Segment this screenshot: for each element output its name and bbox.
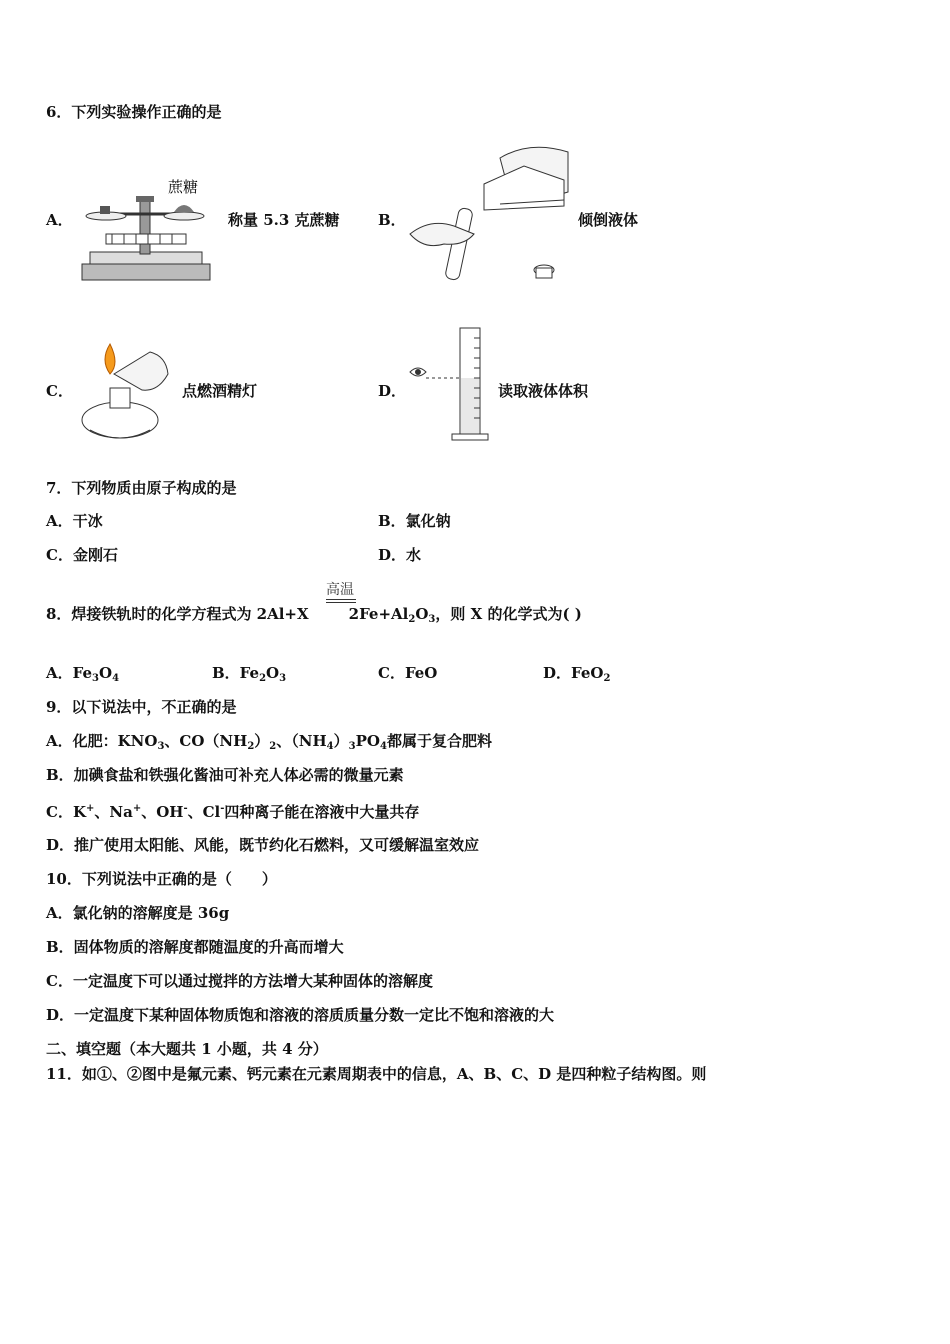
q6-option-b-caption: 倾倒液体 — [578, 211, 639, 229]
q6-option-c-caption: 点燃酒精灯 — [182, 382, 258, 400]
q8-option-b: B．$Fe_2O_3$ — [212, 664, 287, 684]
q8-stem: 8．焊接铁轨时的化学方程式为 2Al+X $2Fe+Al_2O_3$，则 X 的化学式为( ) — [46, 605, 582, 625]
q7-option-a: A．干冰 — [46, 512, 103, 530]
graduated-cylinder-figure — [404, 326, 494, 444]
q10-option-a: A．氯化钠的溶解度是 36g — [46, 904, 230, 922]
q6-option-d-letter: D． — [378, 382, 407, 400]
q10-option-d: D．一定温度下某种固体物质饱和溶液的溶质质量分数一定比不饱和溶液的大 — [46, 1006, 555, 1024]
q7-option-c: C．金刚石 — [46, 546, 118, 564]
section-heading: 二、填空题（本大题共 1 小题，共 4 分） — [46, 1040, 328, 1058]
q11-stem: 11．如①、②图中是氟元素、钙元素在元素周期表中的信息，A、B、C、D 是四种粒子结构图。则 — [46, 1065, 707, 1083]
reaction-condition: 高温 — [326, 582, 354, 598]
q7-option-b: B．氯化钠 — [378, 512, 451, 530]
q9-option-d: D．推广使用太阳能、风能，既节约化石燃料，又可缓解温室效应 — [46, 836, 480, 854]
pouring-liquid-figure — [404, 138, 576, 290]
alcohol-lamp-figure — [74, 338, 174, 444]
q9-stem: 9．以下说法中，不正确的是 — [46, 698, 237, 716]
balance-figure — [76, 172, 216, 284]
q9-option-b: B．加碘食盐和铁强化酱油可补充人体必需的微量元素 — [46, 766, 404, 784]
q9-option-a: A．化肥：$KNO_3$、$CO(NH_2)_2$、$(NH_4)_3PO_4$都属于复合肥料 — [46, 732, 492, 752]
q7-stem: 7．下列物质由原子构成的是 — [46, 479, 237, 497]
sucrose-label: 蔗糖 — [168, 178, 199, 196]
q6-option-d-caption: 读取液体体积 — [498, 382, 589, 400]
reaction-arrow — [326, 599, 356, 603]
q6-option-a-caption: 称量 5.3 克蔗糖 — [228, 211, 340, 229]
q9-option-c: C．K+、Na+、OH-、Cl-四种离子能在溶液中大量共存 — [46, 803, 420, 821]
q10-option-b: B．固体物质的溶解度都随温度的升高而增大 — [46, 938, 344, 956]
q8-option-c: C．FeO — [378, 664, 438, 682]
q10-option-c: C．一定温度下可以通过搅拌的方法增大某种固体的溶解度 — [46, 972, 433, 990]
q6-option-b-letter: B． — [378, 211, 406, 229]
q6-option-c-letter: C． — [46, 382, 73, 400]
q8-option-a: A．$Fe_3O_4$ — [46, 664, 120, 684]
q8-option-d: D．FeO$_2$ — [543, 664, 611, 684]
q7-option-d: D．水 — [378, 546, 422, 564]
q6-stem: 6．下列实验操作正确的是 — [46, 103, 222, 121]
q10-stem: 10．下列说法中正确的是（ ） — [46, 870, 277, 888]
q6-option-a-letter: A． — [46, 211, 73, 229]
